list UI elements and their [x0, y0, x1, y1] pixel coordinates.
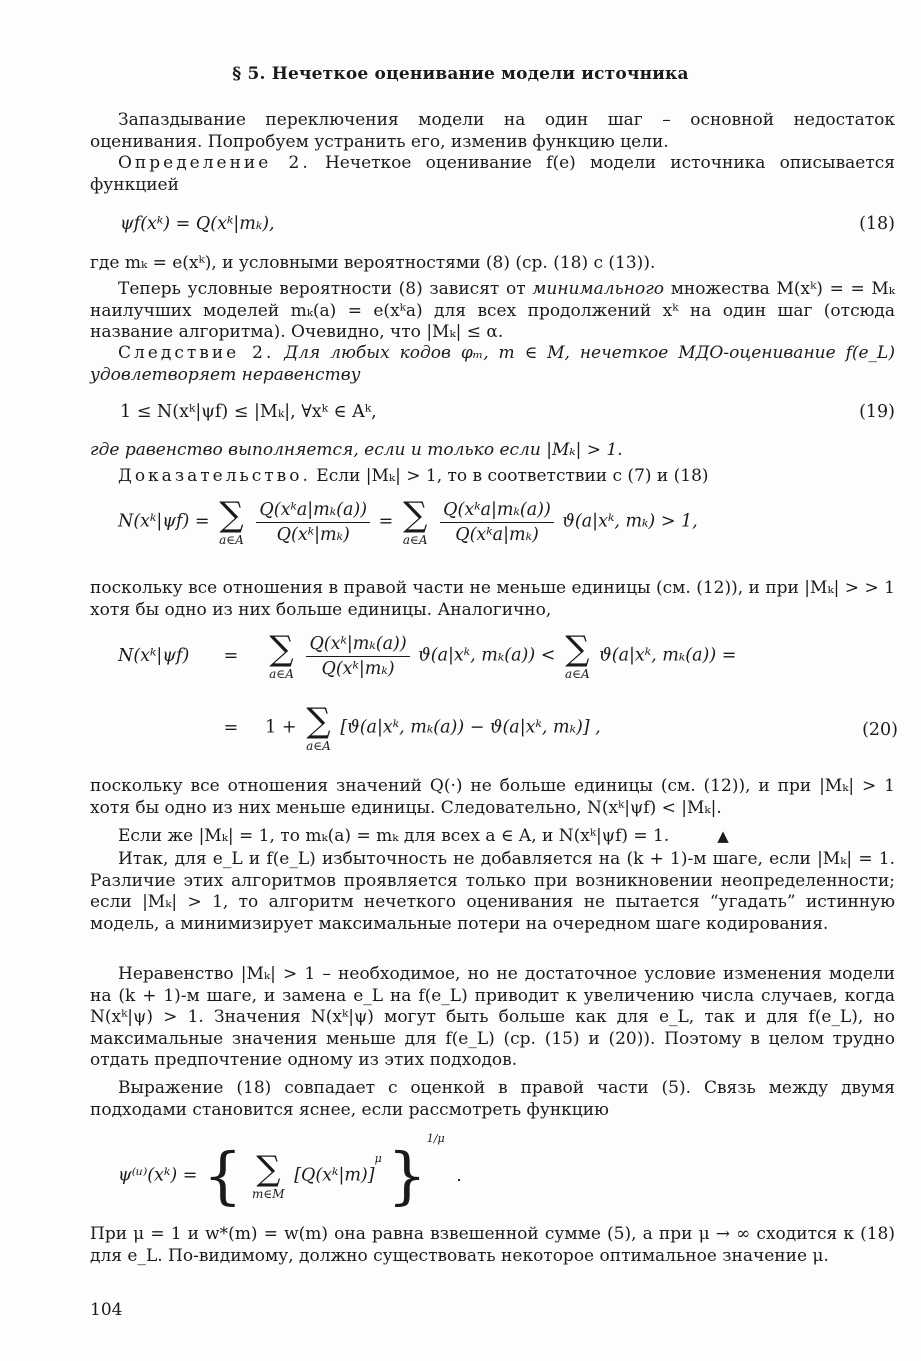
paragraph-final: При μ = 1 и w*(m) = w(m) она равна взвешенной сумме (5), а при μ → ∞ сходится к (18) для e_L. По-видимому, должно существовать некоторое оптимальное значение μ.: [90, 1224, 895, 1266]
section-heading: § 5. Нечеткое оценивание модели источника: [232, 64, 689, 84]
fraction-1: [256, 500, 370, 545]
fraction-3: [306, 634, 409, 679]
corollary-2: [90, 343, 895, 386]
equation-19-body: 1 ≤ N(xᵏ|ψf) ≤ |Mₖ|, ∀xᵏ ∈ Aᵏ,: [120, 402, 377, 422]
equation-20-number: (20): [862, 720, 898, 740]
sum-index: a∈A: [306, 739, 331, 753]
sum-symbol: ∑: [256, 1148, 281, 1189]
eq20-lhs: N(xᵏ|ψf): [118, 645, 190, 666]
sum-symbol: ∑: [219, 495, 244, 535]
equation-18: [90, 214, 895, 244]
sum-d: [564, 629, 590, 681]
qed-triangle-icon: ▲: [717, 827, 729, 845]
fraction-1-den: Q(xᵏ|mₖ): [276, 524, 350, 545]
definition-2: [90, 153, 895, 196]
psi-inner: [Q(xᵏ|m)]: [294, 1165, 375, 1186]
sum-a: [219, 495, 244, 547]
sum-index: a∈A: [564, 667, 590, 681]
eq20-bracket: [ϑ(a|xᵏ, mₖ(a)) − ϑ(a|xᵏ, mₖ)] ,: [340, 717, 601, 738]
case-one-text: Если же |Mₖ| = 1, то mₖ(a) = mₖ для всех a ∈ A, и N(xᵏ|ψf) = 1.: [118, 826, 670, 846]
eq-n-lhs: N(xᵏ|ψf) =: [118, 511, 210, 532]
equation-psi-mu: [118, 1132, 462, 1212]
proof-text: Если |Mₖ| > 1, то в соответствии с (7) и (18): [310, 466, 709, 486]
proof: [90, 466, 895, 488]
sum-b: [402, 495, 428, 547]
conditional-text-b: множества M(xᵏ) = = Mₖ наилучших моделей mₖ(a) = e(xᵏa) для всех продолжений xᵏ на один шаг (отсюда название алгоритма). Очевидно, что |Mₖ| ≤ α.: [90, 279, 895, 342]
definition-text: Нечеткое оценивание f(e) модели источника описывается функцией: [90, 153, 896, 195]
equation-18-body: ψf(xᵏ) = Q(xᵏ|mₖ),: [120, 214, 275, 234]
paragraph-where: где mₖ = e(xᵏ), и условными вероятностями (8) (ср. (18) с (13)).: [90, 253, 656, 273]
sum-symbol: ∑: [565, 629, 590, 669]
equation-20-line-2: [118, 701, 898, 762]
sum-index: a∈A: [269, 667, 294, 681]
sum-symbol: ∑: [306, 701, 331, 741]
sum-c: [269, 629, 294, 681]
eq20-equals-2: =: [223, 717, 239, 738]
equation-18-number: (18): [859, 214, 895, 234]
sum-symbol: ∑: [269, 629, 294, 669]
equality-condition: где равенство выполняется, если и только если |Mₖ| > 1.: [90, 440, 623, 460]
conditional-text-a: Теперь условные вероятности (8) зависят от: [118, 279, 533, 299]
sum-e: [306, 701, 331, 753]
equation-20-line-1: [118, 629, 898, 696]
page-number: 104: [90, 1300, 123, 1320]
eq20-one-plus: 1 +: [265, 717, 297, 738]
sum-symbol: ∑: [403, 495, 428, 535]
right-brace: }: [387, 1139, 427, 1212]
paragraph-expression: Выражение (18) совпадает с оценкой в правой части (5). Связь между двумя подходами становится яснее, если рассмотреть функцию: [90, 1078, 895, 1120]
corollary-text: Для любых кодов φₘ, m ∈ M, нечеткое МДО-оценивание f(e_L) удовлетворяет неравенству: [90, 343, 895, 385]
definition-label: Определение 2.: [118, 153, 311, 173]
paragraph-ratios: поскольку все отношения в правой части не меньше единицы (см. (12)), и при |Mₖ| > > 1 хотя бы одно из них больше единицы. Аналогично,: [90, 578, 895, 620]
minimal-word: минимального: [532, 279, 665, 299]
fraction-2-num: Q(xᵏa|mₖ(a)): [440, 500, 554, 523]
corollary-label: Следствие 2.: [118, 343, 275, 363]
sum-index: a∈A: [219, 533, 244, 547]
sum-m: [252, 1148, 285, 1201]
sum-index-m: m∈M: [252, 1186, 285, 1201]
paragraph-values: поскольку все отношения значений Q(·) не больше единицы (см. (12)), и при |Mₖ| > 1 хотя бы одно из них меньше единицы. Следовательно, N(xᵏ|ψf) < |Mₖ|.: [90, 776, 895, 818]
psi-lhs: ψ⁽ᵘ⁾(xᵏ) =: [118, 1165, 198, 1186]
paragraph-inequality: Неравенство |Mₖ| > 1 – необходимое, но не достаточное условие изменения модели на (k + 1)-м шаге, и замена e_L на f(e_L) приводит к увеличению числа случаев, когда N(xᵏ|ψ) > 1. Значения N(xᵏ|ψ) могут быть больше как для e_L, так и для f(e_L), но максимальные значения меньше для f(e_L) (ср. (15) и (20)). Поэтому в целом трудно отдать предпочтение одному из этих подходов.: [90, 964, 895, 1070]
equation-19: [90, 402, 895, 432]
equation-n-sum: [118, 495, 698, 547]
paragraph-so: Итак, для e_L и f(e_L) избыточность не добавляется на (k + 1)-м шаге, если |Mₖ| = 1. Различие этих алгоритмов проявляется только при возникновении неопределенности; если |Mₖ| > 1, то алгоритм нечеткого оценивания не пытается “угадать” истинную модель, а минимизирует максимальные потери на очередном шаге кодирования.: [90, 849, 895, 934]
paragraph-case-one: [90, 826, 895, 848]
left-brace: {: [203, 1139, 243, 1212]
psi-inner-power: μ: [374, 1152, 382, 1165]
proof-label: Доказательство.: [118, 466, 311, 486]
psi-outer-power: 1/μ: [426, 1132, 445, 1145]
eq20-equals: =: [223, 645, 239, 666]
fraction-2: [440, 500, 554, 545]
paragraph-conditional: [90, 279, 895, 344]
eq20-right: ϑ(a|xᵏ, mₖ(a)) =: [599, 645, 737, 666]
eq20-middle: ϑ(a|xᵏ, mₖ(a)) <: [418, 645, 556, 666]
fraction-3-den: Q(xᵏ|mₖ): [321, 658, 395, 679]
equation-19-number: (19): [859, 402, 895, 422]
fraction-3-num: Q(xᵏ|mₖ(a)): [306, 634, 409, 657]
eq-n-tail: ϑ(a|xᵏ, mₖ) > 1,: [562, 511, 698, 532]
equals-sign: =: [378, 511, 394, 532]
sum-index: a∈A: [402, 533, 428, 547]
fraction-1-num: Q(xᵏa|mₖ(a)): [256, 500, 370, 523]
paragraph-intro: Запаздывание переключения модели на один шаг – основной недостаток оценивания. Попробуем устранить его, изменив функцию цели.: [90, 110, 895, 152]
fraction-2-den: Q(xᵏa|mₖ): [455, 524, 539, 545]
psi-period: .: [456, 1165, 462, 1186]
